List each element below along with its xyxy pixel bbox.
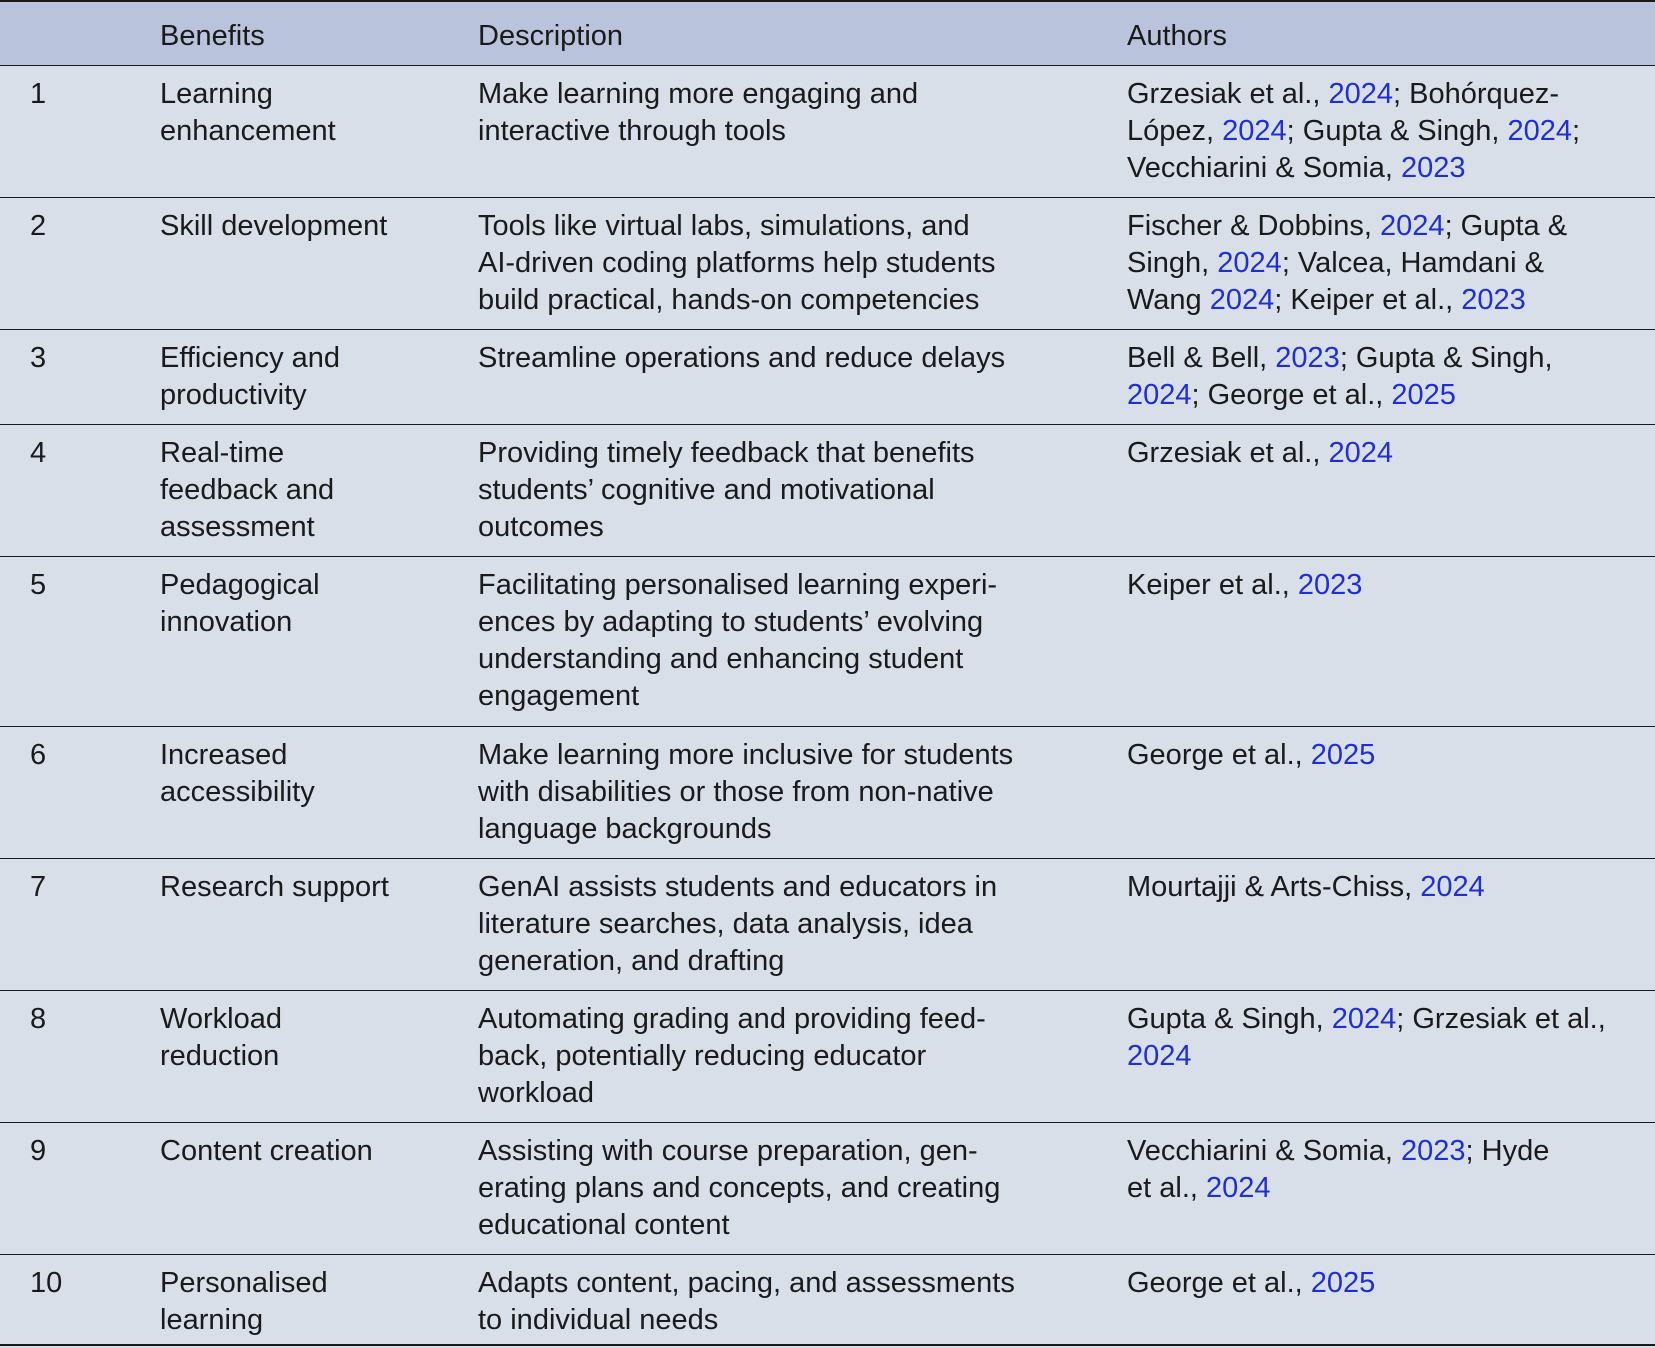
benefit-line: Increased	[160, 739, 288, 771]
authors-line	[1127, 113, 1580, 150]
author-text: ; Gupta & Singh,	[1286, 115, 1508, 147]
benefit-cell	[160, 737, 315, 811]
authors-line	[1127, 150, 1580, 187]
citation-year-link[interactable]: 2024	[1380, 210, 1445, 242]
description-line: literature searches, data analysis, idea	[478, 908, 973, 940]
row-number: 5	[30, 569, 47, 601]
benefit-line: Efficiency and	[160, 342, 341, 374]
author-text: ; Keiper et al.,	[1274, 284, 1462, 316]
row-number: 7	[30, 871, 47, 903]
citation-year-link[interactable]: 2024	[1420, 871, 1485, 903]
benefit-line: Research support	[160, 871, 389, 903]
benefit-cell	[160, 1133, 373, 1170]
row-number: 4	[30, 437, 47, 469]
benefit-line: feedback and	[160, 474, 335, 506]
citation-year-link[interactable]: 2025	[1391, 379, 1456, 411]
description-line: with disabilities or those from non-native	[478, 776, 994, 808]
row-number: 2	[30, 210, 47, 242]
table-row	[0, 859, 1655, 991]
citation-year-link[interactable]: 2023	[1401, 152, 1466, 184]
description-line: GenAI assists students and educators in	[478, 871, 998, 903]
citation-year-link[interactable]: 2024	[1328, 437, 1393, 469]
table-row	[0, 66, 1655, 198]
row-number: 6	[30, 739, 47, 771]
benefit-line: Content creation	[160, 1135, 373, 1167]
citation-year-link[interactable]: 2024	[1206, 1172, 1271, 1204]
authors-line	[1127, 245, 1567, 282]
header-authors: Authors	[1127, 20, 1227, 52]
author-text: Gupta & Singh,	[1127, 1003, 1332, 1035]
description-line: interactive through tools	[478, 115, 786, 147]
author-text: George et al.,	[1127, 739, 1311, 771]
description-cell	[478, 340, 1005, 377]
authors-cell	[1127, 435, 1393, 472]
benefit-line: productivity	[160, 379, 307, 411]
author-text: Singh,	[1127, 247, 1218, 279]
author-text: et al.,	[1127, 1172, 1206, 1204]
benefit-line: innovation	[160, 606, 293, 638]
description-line: Tools like virtual labs, simulations, and	[478, 210, 970, 242]
table-row	[0, 727, 1655, 859]
citation-year-link[interactable]: 2025	[1310, 1267, 1376, 1299]
description-line: back, potentially reducing educator	[478, 1040, 927, 1072]
benefit-line: learning	[160, 1304, 264, 1336]
row-number: 9	[30, 1135, 47, 1167]
description-line: Make learning more inclusive for students	[478, 739, 1014, 771]
authors-cell	[1127, 869, 1485, 906]
table-row	[0, 198, 1655, 330]
description-line: workload	[478, 1077, 595, 1109]
citation-year-link[interactable]: 2024	[1507, 115, 1573, 147]
benefit-cell	[160, 1001, 282, 1075]
citation-year-link[interactable]: 2024	[1222, 115, 1287, 147]
description-line: educational content	[478, 1209, 730, 1241]
authors-cell	[1127, 208, 1567, 319]
description-cell	[478, 1001, 986, 1112]
header-description: Description	[478, 20, 624, 52]
authors-cell	[1127, 1001, 1606, 1075]
citation-year-link[interactable]: 2023	[1297, 569, 1363, 601]
authors-line	[1127, 737, 1375, 774]
citation-year-link[interactable]: 2023	[1401, 1135, 1466, 1167]
benefit-line: Personalised	[160, 1267, 328, 1299]
authors-line	[1127, 869, 1485, 906]
citation-year-link[interactable]: 2023	[1275, 342, 1340, 374]
table-row	[0, 557, 1655, 727]
author-text: ; Gupta &	[1444, 210, 1568, 242]
author-text: ;	[1572, 115, 1581, 147]
authors-line	[1127, 340, 1553, 377]
citation-year-link[interactable]: 2024	[1209, 284, 1275, 316]
description-cell	[478, 435, 975, 546]
authors-cell	[1127, 737, 1375, 774]
table-header	[0, 2, 1655, 66]
authors-line	[1127, 76, 1580, 113]
benefit-line: Pedagogical	[160, 569, 320, 601]
description-cell	[478, 737, 1013, 848]
row-number: 3	[30, 342, 47, 374]
description-line: Streamline operations and reduce delays	[478, 342, 1006, 374]
description-line: generation, and drafting	[478, 945, 785, 977]
description-line: build practical, hands-on competencies	[478, 284, 980, 316]
description-line: to individual needs	[478, 1304, 719, 1336]
description-cell	[478, 567, 997, 715]
description-line: Facilitating personalised learning experi-	[478, 569, 998, 601]
row-number: 10	[30, 1267, 63, 1299]
description-line: language backgrounds	[478, 813, 772, 845]
description-cell	[478, 208, 995, 319]
benefit-cell	[160, 435, 334, 546]
citation-year-link[interactable]: 2025	[1310, 739, 1376, 771]
authors-line	[1127, 1265, 1375, 1302]
description-line: understanding and enhancing student	[478, 643, 964, 675]
author-text: ; George et al.,	[1191, 379, 1392, 411]
benefit-line: accessibility	[160, 776, 315, 808]
author-text: Grzesiak et al.,	[1127, 437, 1329, 469]
benefit-cell	[160, 1265, 328, 1339]
authors-line	[1127, 1133, 1549, 1170]
row-number: 1	[30, 78, 47, 110]
author-text: Fischer & Dobbins,	[1127, 210, 1381, 242]
citation-year-link[interactable]: 2024	[1331, 1003, 1397, 1035]
citation-year-link[interactable]: 2024	[1127, 1040, 1192, 1072]
authors-line	[1127, 1170, 1549, 1207]
author-text: Keiper et al.,	[1127, 569, 1298, 601]
author-text: Vecchiarini & Somia,	[1127, 1135, 1402, 1167]
description-line: erating plans and concepts, and creating	[478, 1172, 1001, 1204]
citation-year-link[interactable]: 2023	[1461, 284, 1526, 316]
description-line: AI-driven coding platforms help students	[478, 247, 996, 279]
table-row	[0, 330, 1655, 425]
description-cell	[478, 1133, 1000, 1244]
authors-line	[1127, 435, 1393, 472]
citation-year-link[interactable]: 2024	[1328, 78, 1393, 110]
description-cell	[478, 1265, 1015, 1339]
author-text: ; Hyde	[1465, 1135, 1550, 1167]
table-row	[0, 1123, 1655, 1255]
table-row	[0, 1255, 1655, 1346]
description-line: ences by adapting to students’ evolving	[478, 606, 984, 638]
description-line: students’ cognitive and motivational	[478, 474, 935, 506]
authors-line	[1127, 1038, 1606, 1075]
authors-line	[1127, 567, 1362, 604]
author-text: ; Bohórquez-	[1392, 78, 1560, 110]
benefit-line: assessment	[160, 511, 315, 543]
authors-line	[1127, 282, 1567, 319]
benefit-cell	[160, 76, 336, 150]
citation-year-link[interactable]: 2024	[1217, 247, 1282, 279]
description-line: Automating grading and providing feed-	[478, 1003, 986, 1035]
author-text: Wang	[1127, 284, 1210, 316]
author-text: Bell & Bell,	[1127, 342, 1276, 374]
authors-cell	[1127, 340, 1553, 414]
authors-cell	[1127, 1133, 1549, 1207]
row-number: 8	[30, 1003, 47, 1035]
benefit-line: Workload	[160, 1003, 282, 1035]
benefit-cell	[160, 208, 387, 245]
description-line: engagement	[478, 680, 640, 712]
author-text: ; Valcea, Hamdani &	[1281, 247, 1545, 279]
benefit-line: reduction	[160, 1040, 280, 1072]
table-row	[0, 425, 1655, 557]
authors-line	[1127, 377, 1553, 414]
author-text: Mourtajji & Arts-Chiss,	[1127, 871, 1421, 903]
benefit-line: Skill development	[160, 210, 388, 242]
description-line: Providing timely feedback that benefits	[478, 437, 975, 469]
authors-cell	[1127, 567, 1362, 604]
author-text: Grzesiak et al.,	[1127, 78, 1329, 110]
description-cell	[478, 869, 997, 980]
authors-cell	[1127, 76, 1580, 187]
description-line: Assisting with course preparation, gen-	[478, 1135, 978, 1167]
benefit-cell	[160, 567, 320, 641]
benefit-line: Learning	[160, 78, 273, 110]
benefit-cell	[160, 869, 389, 906]
author-text: López,	[1127, 115, 1223, 147]
author-text: George et al.,	[1127, 1267, 1311, 1299]
header-benefits: Benefits	[160, 20, 265, 52]
description-cell	[478, 76, 918, 150]
authors-line	[1127, 1001, 1606, 1038]
author-text: ; Gupta & Singh,	[1339, 342, 1553, 374]
author-text: Vecchiarini & Somia,	[1127, 152, 1402, 184]
authors-cell	[1127, 1265, 1375, 1302]
benefit-cell	[160, 340, 340, 414]
description-line: Make learning more engaging and	[478, 78, 919, 110]
authors-line	[1127, 208, 1567, 245]
benefit-line: enhancement	[160, 115, 336, 147]
table-row	[0, 991, 1655, 1123]
author-text: ; Grzesiak et al.,	[1396, 1003, 1606, 1035]
benefit-line: Real-time	[160, 437, 285, 469]
citation-year-link[interactable]: 2024	[1127, 379, 1192, 411]
description-line: outcomes	[478, 511, 604, 543]
description-line: Adapts content, pacing, and assessments	[478, 1267, 1015, 1299]
